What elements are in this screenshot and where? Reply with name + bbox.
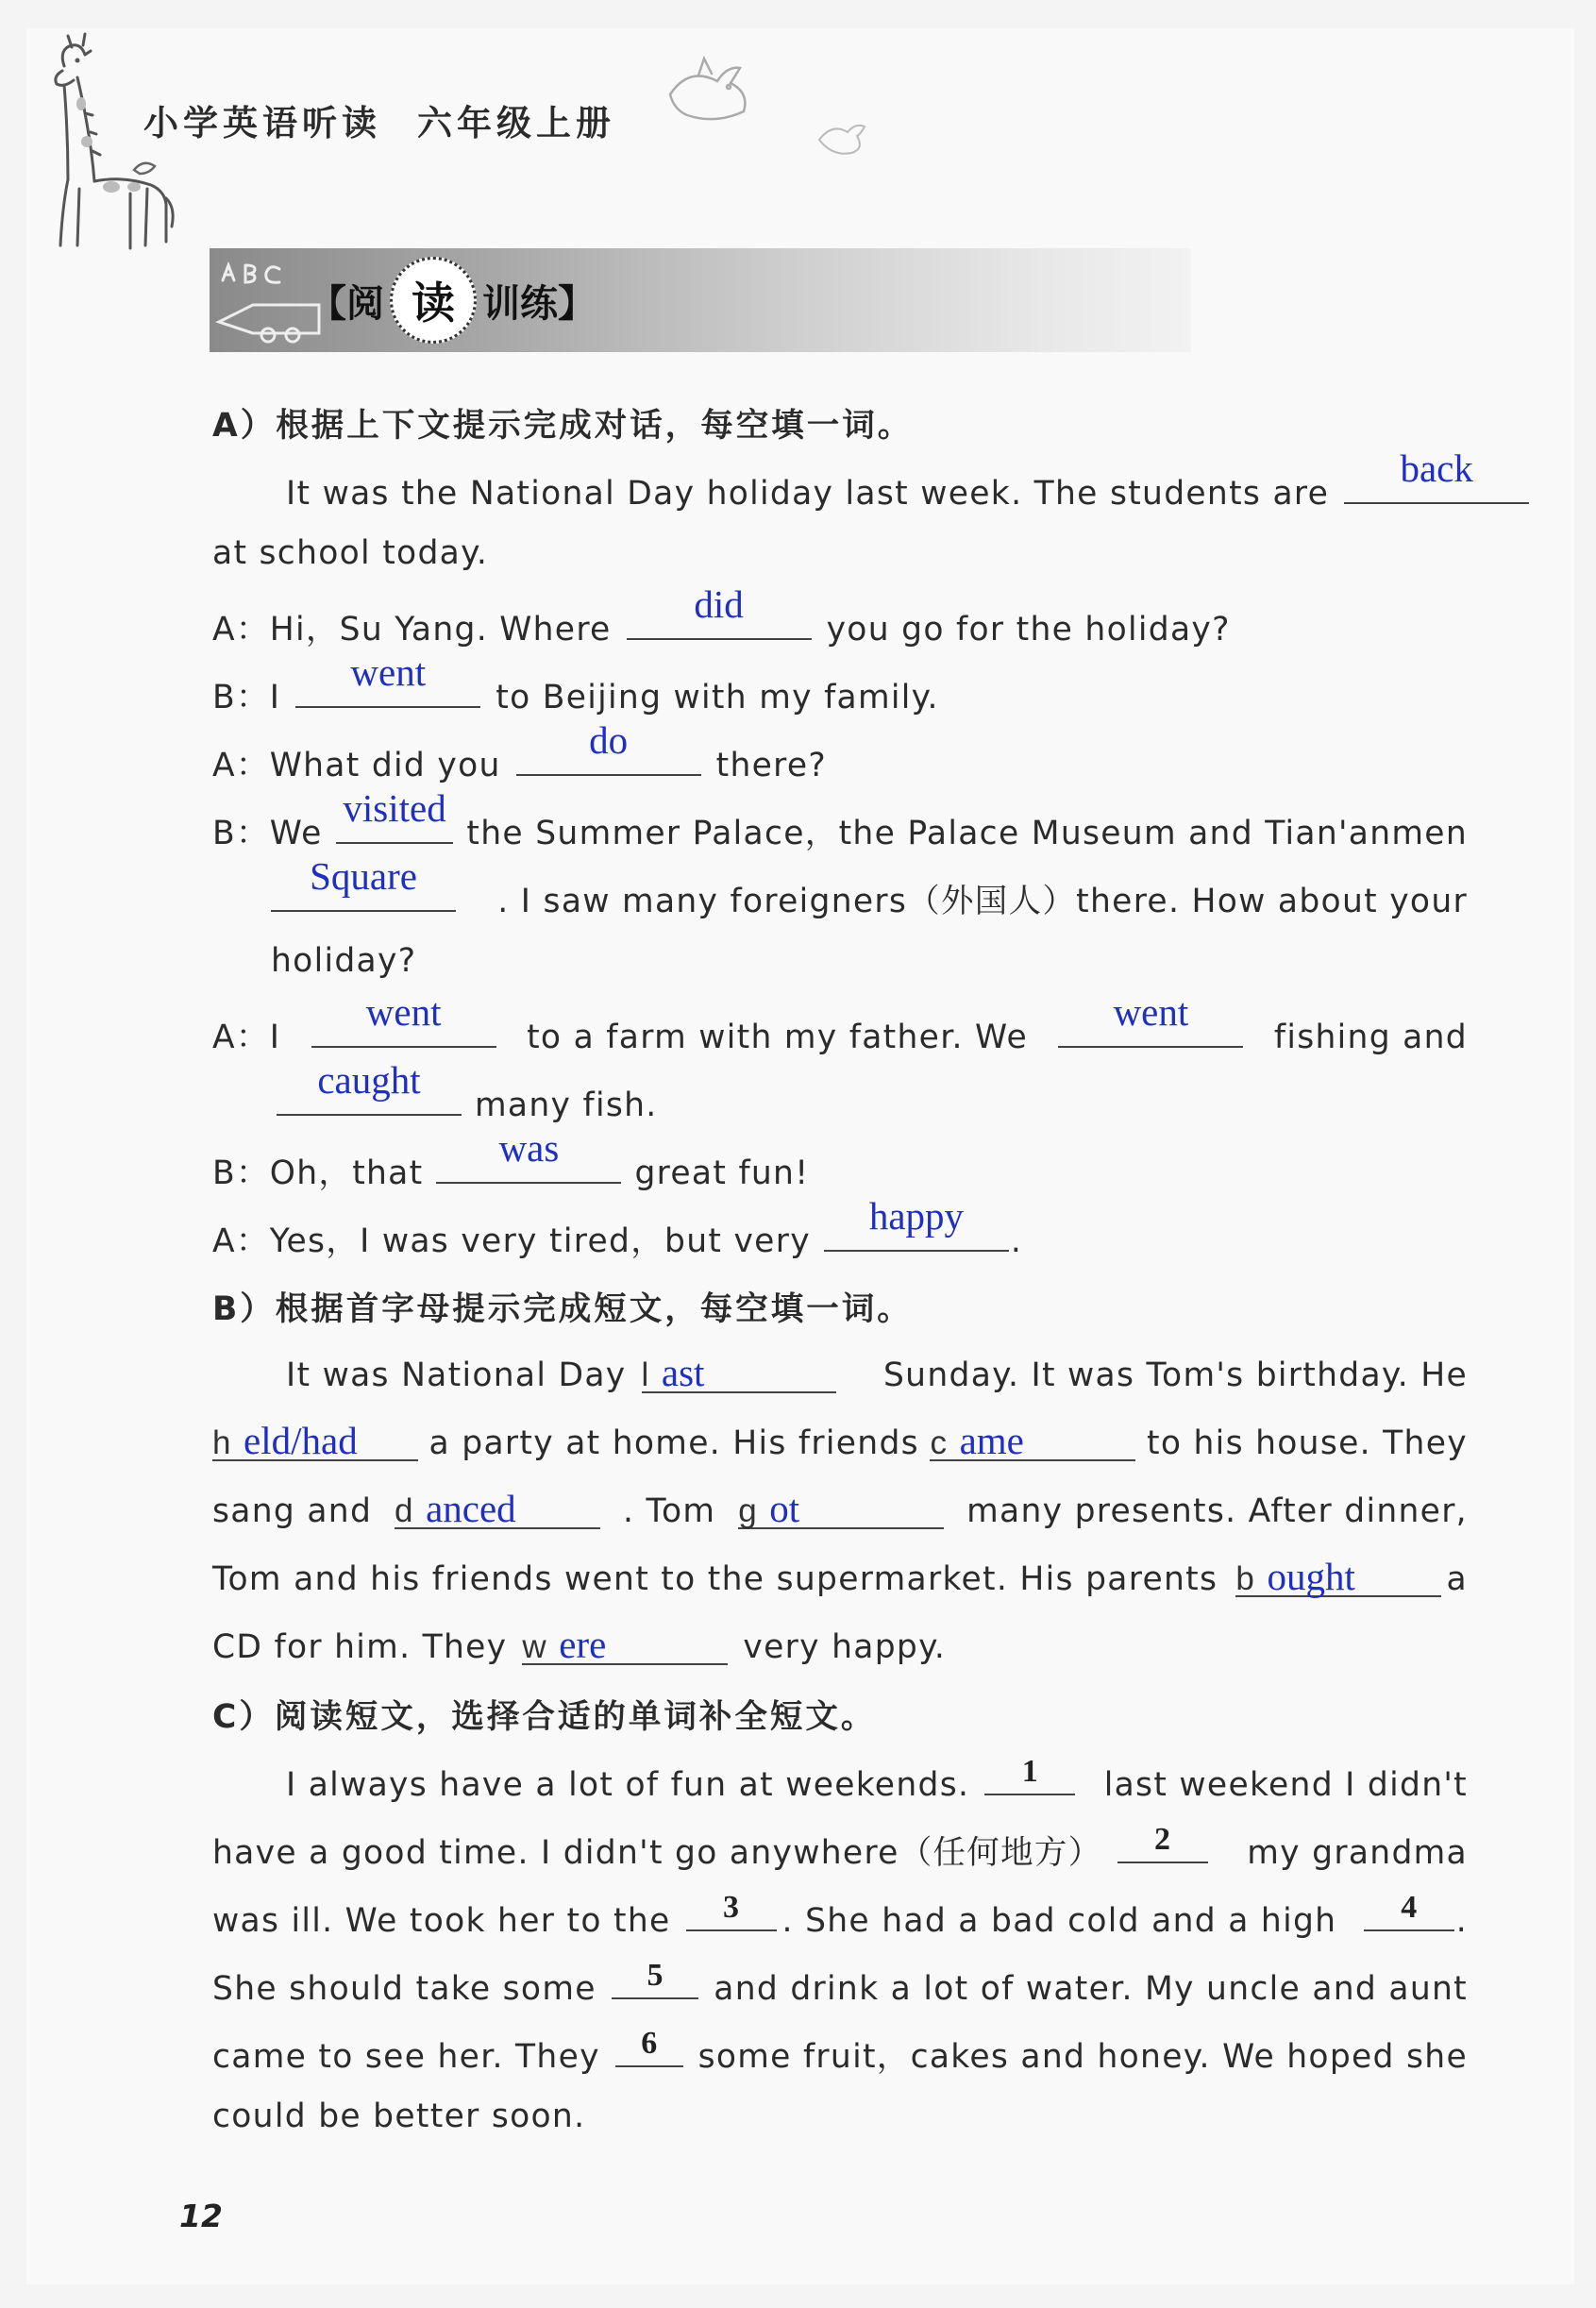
answer-ast: ast bbox=[661, 1351, 705, 1394]
blank-number-2: 2 bbox=[1154, 1822, 1171, 1857]
dialogue-text: the Summer Palace，the Palace Museum and Tian'anmen bbox=[466, 815, 1468, 852]
answer-visited: visited bbox=[343, 786, 446, 830]
number-blank bbox=[612, 1958, 699, 1999]
passage-b-line-3 bbox=[212, 1486, 1468, 1530]
dialogue-text: A：Hi，Su Yang. Where bbox=[212, 611, 612, 649]
passage-c-line-6: could be better soon. bbox=[212, 2097, 586, 2135]
passage-text: . She had a bad cold and a high bbox=[781, 1902, 1337, 1940]
number-blank bbox=[984, 1754, 1075, 1795]
banner-highlight-circle bbox=[390, 257, 477, 344]
dialogue-line-1 bbox=[212, 582, 1231, 649]
first-letter: l bbox=[641, 1356, 650, 1393]
passage-text: CD for him. They bbox=[212, 1628, 508, 1666]
passage-text: my grandma bbox=[1247, 1834, 1468, 1872]
passage-text: . bbox=[1455, 1902, 1468, 1940]
passage-text: a bbox=[1446, 1560, 1468, 1598]
passage-b-line-5 bbox=[212, 1622, 946, 1666]
letter-blank bbox=[522, 1622, 728, 1665]
passage-text: last weekend I didn't bbox=[1103, 1766, 1468, 1804]
answer-went-3: went bbox=[1113, 990, 1189, 1034]
passage-b-line-1 bbox=[286, 1350, 1468, 1394]
answer-blank bbox=[277, 1058, 462, 1116]
dialogue-line-6: holiday? bbox=[271, 942, 417, 980]
letter-blank bbox=[212, 1418, 418, 1461]
answer-ame: ame bbox=[959, 1419, 1024, 1462]
letter-blank bbox=[1235, 1554, 1441, 1597]
dialogue-text: B：Oh，that bbox=[212, 1154, 424, 1192]
answer-blank bbox=[1058, 990, 1243, 1048]
dialogue-text: great fun! bbox=[634, 1154, 810, 1192]
answer-blank bbox=[1344, 446, 1529, 504]
answer-square: Square bbox=[310, 854, 417, 898]
dialogue-text: many fish. bbox=[475, 1087, 658, 1124]
dialogue-line-3 bbox=[212, 718, 828, 785]
passage-text: many presents. After dinner, bbox=[966, 1492, 1468, 1530]
passage-text: Tom and his friends went to the supermarket. His parents bbox=[212, 1560, 1218, 1598]
dialogue-text: A：I bbox=[212, 1019, 281, 1056]
section-c-heading: C）阅读短文，选择合适的单词补全短文。 bbox=[212, 1698, 877, 1736]
passage-c-line-5 bbox=[212, 2026, 1468, 2077]
answer-anced: anced bbox=[426, 1487, 516, 1530]
book-title: 小学英语听读 bbox=[143, 103, 381, 143]
dialogue-text: to Beijing with my family. bbox=[496, 679, 939, 716]
answer-did: did bbox=[694, 582, 744, 626]
passage-b-line-2 bbox=[212, 1418, 1468, 1462]
section-a-intro-line-2: at school today. bbox=[212, 534, 489, 572]
number-blank bbox=[1364, 1890, 1454, 1931]
dialogue-text: you go for the holiday? bbox=[826, 611, 1231, 649]
dialogue-text: A：Yes，I was very tired，but very bbox=[212, 1222, 811, 1260]
book-header bbox=[143, 94, 651, 145]
passage-c-line-4 bbox=[212, 1958, 1468, 2008]
dialogue-line-7 bbox=[212, 990, 1468, 1057]
answer-blank bbox=[516, 718, 701, 776]
first-letter: c bbox=[930, 1424, 949, 1461]
answer-went-1: went bbox=[350, 650, 427, 694]
bird-icon bbox=[651, 47, 764, 132]
giraffe-illustration bbox=[36, 28, 177, 264]
passage-text: I always have a lot of fun at weekends. bbox=[286, 1766, 970, 1804]
answer-blank bbox=[824, 1194, 1009, 1252]
letter-blank bbox=[930, 1418, 1135, 1461]
first-letter: h bbox=[212, 1424, 232, 1461]
blank-number-5: 5 bbox=[647, 1958, 664, 1993]
passage-text: a party at home. His friends bbox=[428, 1424, 919, 1462]
number-blank bbox=[1117, 1822, 1208, 1863]
dialogue-line-10 bbox=[212, 1194, 1023, 1261]
answer-blank bbox=[311, 990, 496, 1048]
answer-ot: ot bbox=[769, 1487, 800, 1530]
answer-blank bbox=[627, 582, 812, 640]
passage-text: She should take some bbox=[212, 1970, 596, 2008]
dialogue-text: B：I bbox=[212, 679, 281, 716]
answer-do: do bbox=[589, 718, 629, 762]
grade-label: 六年级上册 bbox=[417, 103, 615, 143]
answer-caught: caught bbox=[317, 1058, 421, 1102]
passage-text: some fruit，cakes and honey. We hoped she bbox=[697, 2038, 1468, 2076]
first-letter: d bbox=[395, 1492, 414, 1529]
dialogue-text: . I saw many foreigners（外国人）there. How about your bbox=[497, 883, 1468, 920]
first-letter: g bbox=[738, 1492, 758, 1529]
letter-blank bbox=[395, 1486, 600, 1529]
passage-text: have a good time. I didn't go anywhere（任何地方） bbox=[212, 1834, 1102, 1872]
answer-blank bbox=[271, 854, 456, 912]
passage-text: to his house. They bbox=[1147, 1424, 1468, 1462]
dialogue-text: to a farm with my father. We bbox=[527, 1019, 1028, 1056]
answer-blank bbox=[295, 650, 480, 708]
banner-highlight: 读 bbox=[412, 278, 455, 329]
passage-text: came to see her. They bbox=[212, 2038, 600, 2076]
answer-was: was bbox=[498, 1126, 560, 1170]
answer-ere: ere bbox=[559, 1623, 607, 1666]
blank-number-4: 4 bbox=[1401, 1890, 1418, 1925]
passage-c-line-2 bbox=[212, 1822, 1468, 1873]
reading-practice-banner bbox=[210, 248, 1191, 352]
dialogue-line-9 bbox=[212, 1126, 810, 1193]
answer-blank bbox=[336, 786, 454, 844]
dialogue-text: A：What did you bbox=[212, 747, 501, 784]
section-a-intro-line-1 bbox=[286, 446, 1535, 513]
passage-text: was ill. We took her to the bbox=[212, 1902, 671, 1940]
passage-c-line-3 bbox=[212, 1890, 1468, 1940]
dialogue-text: . bbox=[1010, 1222, 1023, 1260]
dialogue-text: there? bbox=[715, 747, 828, 784]
answer-ought: ought bbox=[1267, 1555, 1355, 1598]
number-blank bbox=[686, 1890, 777, 1931]
first-letter: b bbox=[1235, 1560, 1256, 1597]
page-number: 12 bbox=[179, 2198, 223, 2234]
passage-text: . Tom bbox=[622, 1492, 716, 1530]
dialogue-line-4 bbox=[212, 786, 1468, 853]
passage-text: Sunday. It was Tom's birthday. He bbox=[882, 1356, 1468, 1394]
blank-number-6: 6 bbox=[641, 2026, 658, 2061]
banner-title-open: 【阅 bbox=[309, 281, 384, 326]
banner-title-rest: 训练】 bbox=[482, 281, 596, 326]
dialogue-text: fishing and bbox=[1273, 1019, 1468, 1056]
banner-title bbox=[309, 269, 596, 331]
small-bird-icon bbox=[812, 113, 878, 160]
section-b-heading: B）根据首字母提示完成短文，每空填一词。 bbox=[212, 1290, 913, 1328]
dialogue-text: B：We bbox=[212, 815, 323, 852]
first-letter: w bbox=[522, 1628, 547, 1665]
answer-went-2: went bbox=[365, 990, 442, 1034]
passage-text: sang and bbox=[212, 1492, 373, 1530]
section-a-heading: A）根据上下文提示完成对话，每空填一词。 bbox=[212, 407, 914, 445]
answer-eld-had: eld/had bbox=[244, 1419, 358, 1462]
passage-text: very happy. bbox=[743, 1628, 947, 1666]
letter-blank bbox=[642, 1350, 836, 1393]
passage-text: It was National Day bbox=[286, 1356, 627, 1394]
passage-c-line-1 bbox=[286, 1754, 1468, 1804]
answer-happy: happy bbox=[868, 1194, 965, 1238]
dialogue-line-2 bbox=[212, 650, 939, 717]
passage-text: and drink a lot of water. My uncle and aunt bbox=[714, 1970, 1468, 2008]
letter-blank bbox=[738, 1486, 944, 1529]
passage-b-line-4 bbox=[212, 1554, 1468, 1598]
answer-blank bbox=[436, 1126, 621, 1184]
answer-back: back bbox=[1400, 446, 1473, 490]
number-blank bbox=[615, 2026, 683, 2067]
dialogue-line-5 bbox=[271, 854, 1468, 921]
intro-text: It was the National Day holiday last week. The students are bbox=[286, 475, 1330, 513]
blank-number-3: 3 bbox=[723, 1890, 740, 1925]
blank-number-1: 1 bbox=[1021, 1754, 1038, 1789]
dialogue-line-8 bbox=[277, 1058, 658, 1124]
